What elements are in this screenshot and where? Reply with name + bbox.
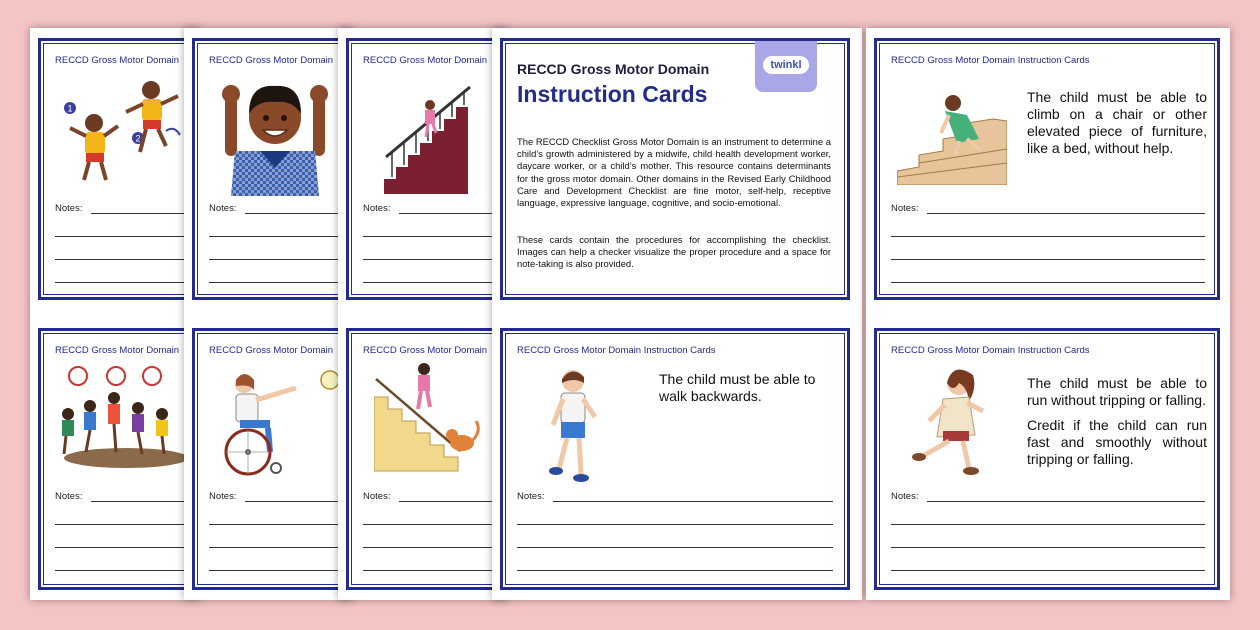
- card-dancing: [38, 38, 194, 300]
- sheet-4: [492, 28, 862, 600]
- card-arms-up: [192, 38, 348, 300]
- notes-line: [55, 236, 186, 237]
- child-climbing-furniture-illustration: [897, 93, 1007, 185]
- children-playing-ball-illustration: [56, 366, 186, 471]
- notes-label: Notes:: [55, 491, 83, 502]
- notes-line: [91, 501, 186, 502]
- sheet-5: [866, 28, 1230, 600]
- card-instruction: The child must be able to walk backwards.: [659, 371, 816, 404]
- card-header: RECCD Gross Motor Domain Instruction Cards: [891, 345, 1090, 356]
- notes-line: [363, 524, 494, 525]
- notes-line: [91, 213, 186, 214]
- notes-line: [363, 570, 494, 571]
- card-header: RECCD Gross Motor Domain: [55, 345, 180, 356]
- notes-label: Notes:: [891, 203, 919, 214]
- notes-line: [55, 570, 186, 571]
- card-stairs-up: [346, 38, 502, 300]
- card-walk-backwards: [500, 328, 850, 590]
- notes-line: [517, 570, 833, 571]
- cover-paragraph-2: These cards contain the procedures for accomplishing the checklist. Images can help a checker visualize the proper procedure and a space for note-taking is also provided.: [517, 234, 831, 270]
- notes-line: [517, 524, 833, 525]
- notes-line: [209, 259, 340, 260]
- notes-label: Notes:: [363, 491, 391, 502]
- card-ball-play: [38, 328, 194, 590]
- card-header: RECCD Gross Motor Domain Instruction Cards: [517, 345, 716, 356]
- notes-label: Notes:: [209, 491, 237, 502]
- dancing-children-illustration: [56, 76, 186, 196]
- notes-line: [209, 570, 340, 571]
- notes-line: [363, 547, 494, 548]
- child-climbing-stairs-illustration: [384, 79, 474, 194]
- card-instruction: The child must be able to run without tripping or falling.: [1027, 375, 1207, 408]
- child-running-illustration: [907, 365, 997, 480]
- notes-line: [55, 524, 186, 525]
- child-descending-stairs-with-cat-illustration: [374, 361, 484, 481]
- card-credit: Credit if the child can run fast and smoothly without tripping or falling.: [1027, 417, 1207, 467]
- notes-line: [363, 282, 494, 283]
- card-header: RECCD Gross Motor Domain: [209, 345, 334, 356]
- notes-line: [363, 259, 494, 260]
- notes-line: [209, 547, 340, 548]
- card-header: RECCD Gross Motor Domain: [209, 55, 334, 66]
- cover-card: [500, 38, 850, 300]
- sheet-1: [30, 28, 200, 600]
- notes-line: [209, 236, 340, 237]
- card-run: [874, 328, 1220, 590]
- notes-line: [891, 282, 1205, 283]
- child-arms-raised-illustration: [215, 76, 335, 196]
- card-climb-chair: [874, 38, 1220, 300]
- notes-line: [927, 501, 1205, 502]
- step-marker-2: 2: [135, 133, 141, 144]
- notes-line: [55, 282, 186, 283]
- cover-paragraph-1: The RECCD Checklist Gross Motor Domain is an instrument to determine a child’s growth administered by a midwife, child health development worker, daycare worker, or a child’s mother. This resource contains determinants for the gross motor domain. Other domains in the Revised Early Childhood Care and Development Checklist are fine motor, self-help, receptive language, expressive language, cognitive, and socio-emotional.: [517, 136, 831, 209]
- twinkl-logo-text: twinkl: [763, 56, 808, 74]
- notes-line: [245, 213, 340, 214]
- notes-line: [891, 524, 1205, 525]
- card-header: RECCD Gross Motor Domain: [363, 345, 488, 356]
- notes-line: [553, 501, 833, 502]
- notes-line: [55, 547, 186, 548]
- notes-label: Notes:: [891, 491, 919, 502]
- notes-line: [517, 547, 833, 548]
- notes-label: Notes:: [209, 203, 237, 214]
- notes-line: [245, 501, 340, 502]
- notes-line: [927, 213, 1205, 214]
- card-header: RECCD Gross Motor Domain Instruction Cards: [891, 55, 1090, 66]
- card-stairs-cat: [346, 328, 502, 590]
- sheet-2: [184, 28, 354, 600]
- notes-line: [891, 236, 1205, 237]
- child-walking-backwards-illustration: [541, 367, 611, 487]
- notes-label: Notes:: [517, 491, 545, 502]
- notes-label: Notes:: [363, 203, 391, 214]
- card-header: RECCD Gross Motor Domain: [55, 55, 180, 66]
- notes-line: [399, 213, 494, 214]
- step-marker-1: 1: [67, 103, 73, 114]
- cover-title: Instruction Cards: [517, 81, 708, 107]
- notes-line: [891, 259, 1205, 260]
- cover-subtitle: RECCD Gross Motor Domain: [517, 61, 710, 77]
- notes-line: [55, 259, 186, 260]
- notes-line: [209, 282, 340, 283]
- notes-line: [209, 524, 340, 525]
- notes-line: [891, 570, 1205, 571]
- card-wheelchair-throw: [192, 328, 348, 590]
- notes-line: [891, 547, 1205, 548]
- notes-line: [363, 236, 494, 237]
- child-wheelchair-throwing-ball-illustration: [210, 366, 340, 481]
- sheet-3: [338, 28, 508, 600]
- notes-line: [399, 501, 494, 502]
- notes-label: Notes:: [55, 203, 83, 214]
- twinkl-logo: [755, 38, 817, 92]
- card-header: RECCD Gross Motor Domain: [363, 55, 488, 66]
- card-instruction: The child must be able to climb on a chair or other elevated piece of furniture, like a bed, without help.: [1027, 89, 1207, 156]
